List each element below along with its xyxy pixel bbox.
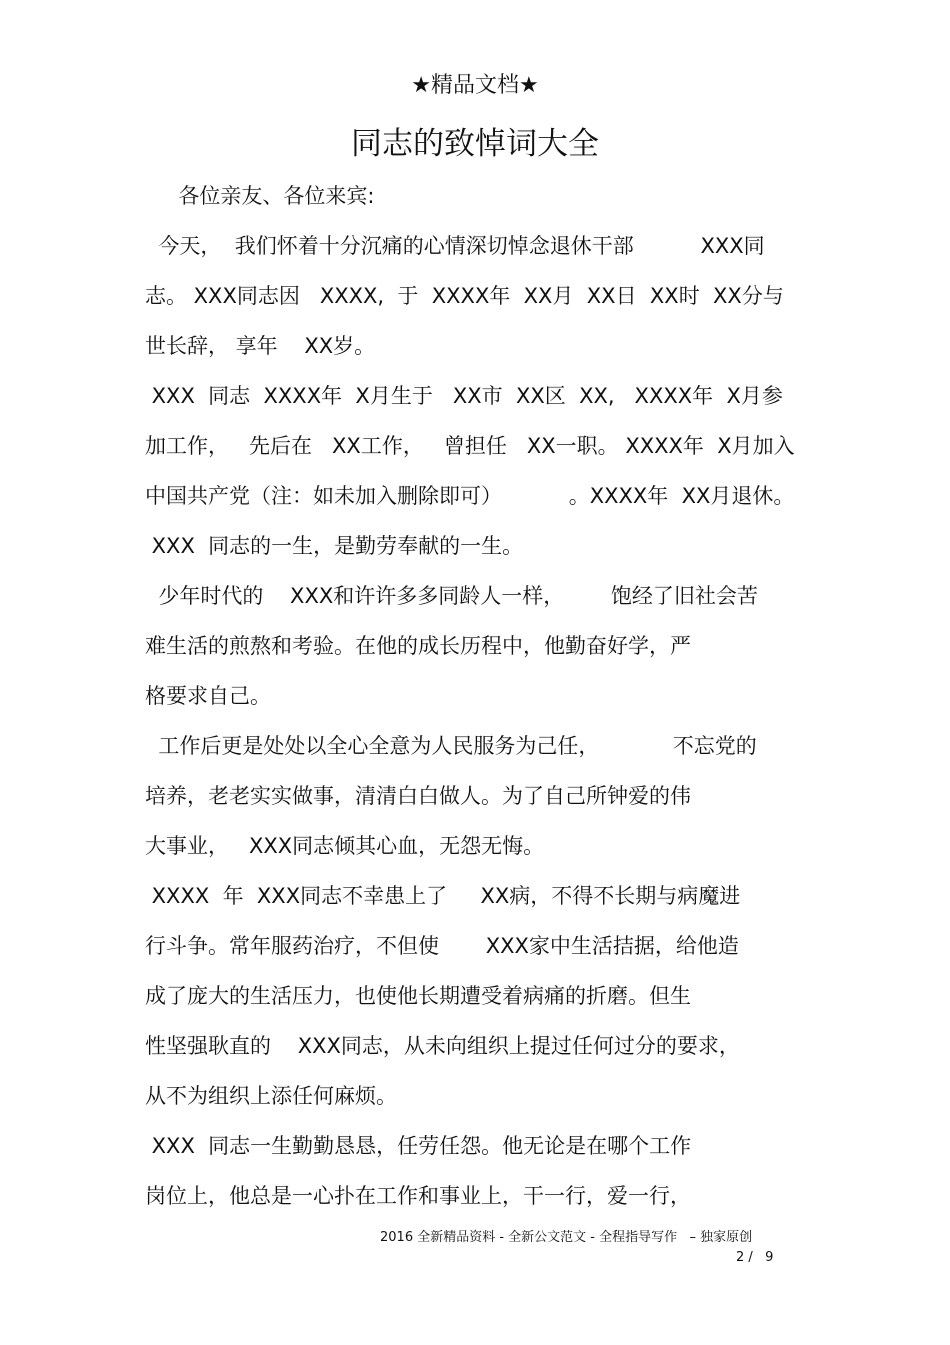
body-line: 世长辞， 享年 XX岁。 <box>145 334 376 358</box>
body-line: 中国共产党（注：如未加入删除即可） 。XXXX年 XX月退休。 <box>145 484 795 508</box>
body-line: XXXX 年 XXX同志不幸患上了 XX病，不得不长期与病魔进 <box>145 884 741 908</box>
body-line: 从不为组织上添任何麻烦。 <box>145 1084 397 1108</box>
body-line: 成了庞大的生活压力，也使他长期遭受着病痛的折磨。但生 <box>145 984 691 1008</box>
body-line: XXX 同志的一生，是勤劳奉献的一生。 <box>145 534 524 558</box>
body-line: 培养，老老实实做事，清清白白做人。为了自己所钟爱的伟 <box>145 784 691 808</box>
body-line: 少年时代的 XXX和许许多多同龄人一样， 饱经了旧社会苦 <box>145 584 758 608</box>
document-body <box>145 171 813 1221</box>
body-line: 大事业， XXX同志倾其心血，无怨无悔。 <box>145 834 545 858</box>
body-line: 今天， 我们怀着十分沉痛的心情深切悼念退休干部 XXX同 <box>145 234 765 258</box>
page-number: 2 / 9 <box>736 1250 774 1265</box>
document-title: 同志的致悼词大全 <box>351 126 599 162</box>
body-line: 工作后更是处处以全心全意为人民服务为己任， 不忘党的 <box>145 734 757 758</box>
body-line: 性坚强耿直的 XXX同志，从未向组织上提过任何过分的要求， <box>145 1034 740 1058</box>
body-line: XXX 同志 XXXX年 X月生于 XX市 XX区 XX, XXXX年 X月参 <box>145 384 783 408</box>
body-line: 格要求自己。 <box>145 684 271 708</box>
body-line: 加工作， 先后在 XX工作， 曾担任 XX一职。 XXXX年 X月加入 <box>145 434 795 458</box>
body-line: 岗位上，他总是一心扑在工作和事业上，干一行，爱一行， <box>145 1184 691 1208</box>
document-header-banner: ★精品文档★ <box>411 73 539 98</box>
body-line: XXX 同志一生勤勤恳恳，任劳任怨。他无论是在哪个工作 <box>145 1134 692 1158</box>
body-line: 难生活的煎熬和考验。在他的成长历程中，他勤奋好学，严 <box>145 634 691 658</box>
body-line: 行斗争。常年服药治疗，不但使 XXX家中生活拮据，给他造 <box>145 934 739 958</box>
body-line: 各位亲友、各位来宾: <box>145 184 375 208</box>
body-line: 志。 XXX同志因 XXXX, 于 XXXX年 XX月 XX日 XX时 XX分与 <box>145 284 784 308</box>
page-footer-text: 2016 全新精品资料 - 全新公文范文 - 全程指导写作 – 独家原创 <box>380 1230 753 1245</box>
